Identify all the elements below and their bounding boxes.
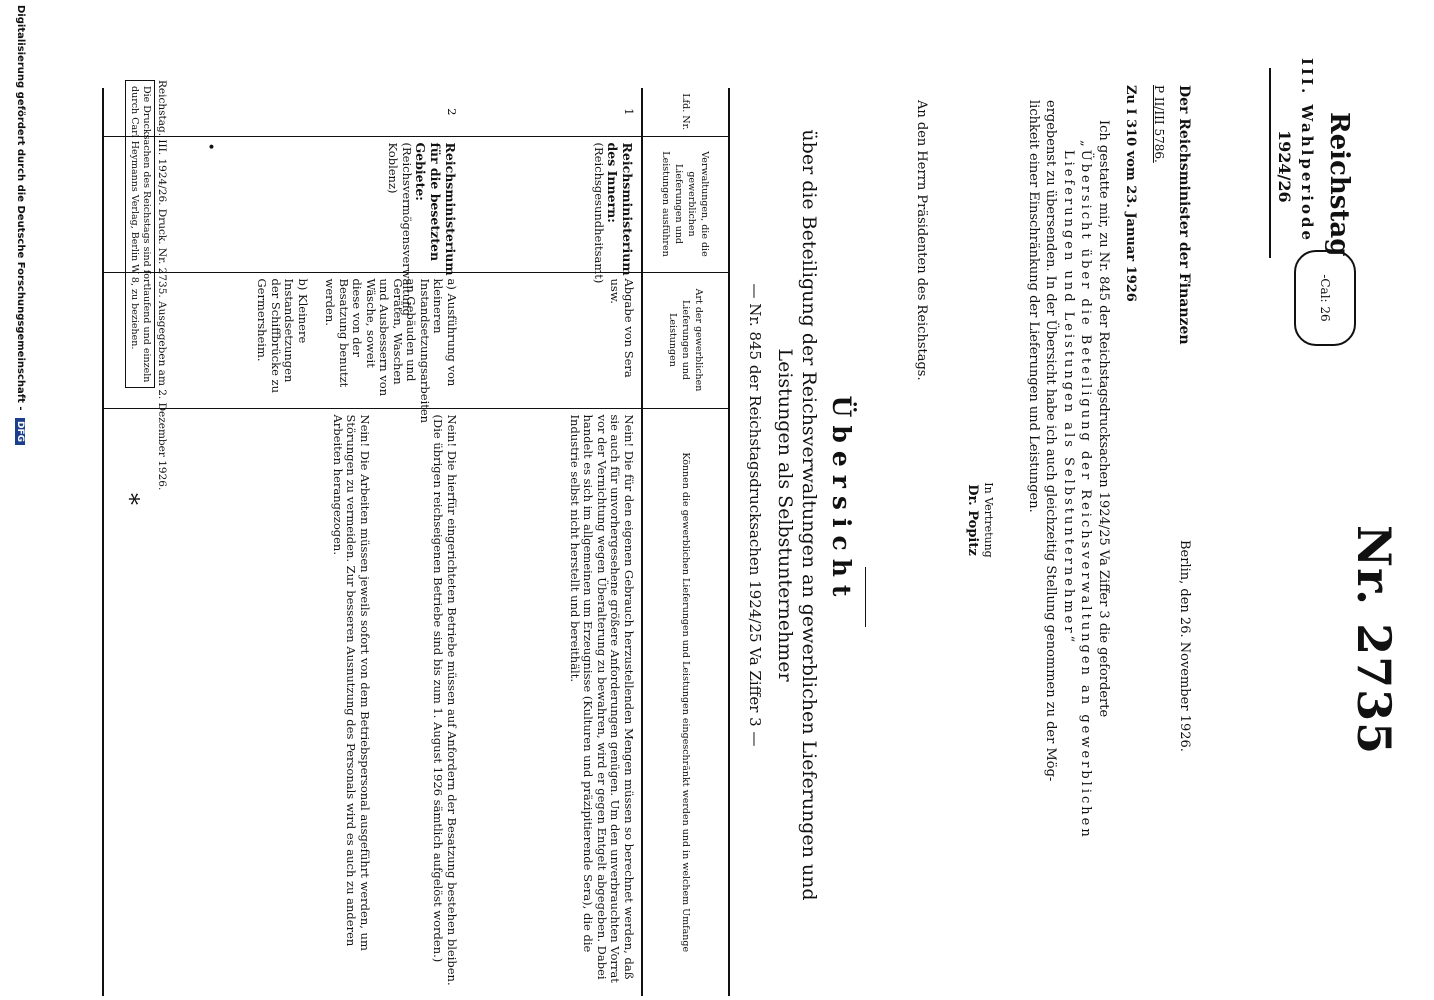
- letter-date: Berlin, den 26. November 1926.: [1177, 540, 1192, 752]
- letter-line-4: ergebenst zu übersenden. In der Übersicht habe ich auch gleichzeitig Stellung genommen zu der Mög-: [1043, 100, 1059, 782]
- header-art: Art der gewerblichen Lieferungen und Leistungen: [642, 272, 728, 408]
- verwaltung-sub: (Reichsvermögensverwaltung Koblenz): [386, 142, 414, 316]
- reference-number: P II/III 5786.: [1152, 85, 1166, 163]
- einschraenkung-text-b: Nein! Die Arbeiten müssen jeweils sofort von dem Betriebspersonal ausgeführt werden, um Störungen zu vermeiden. Zur besseren Ausnutzung des Personals wird es auch zu anderen Arbeiten herangezogen.: [331, 414, 372, 951]
- reference-zu: Zu I 310 vom 23. Januar 1926: [1123, 85, 1138, 302]
- footer-line: Reichstag. III. 1924/26. Druck. Nr. 2735. Ausgegeben am 2. Dezember 1926.: [156, 80, 168, 491]
- document-number: Nr. 2735: [1347, 525, 1401, 756]
- header-lfd-nr: Lfd. Nr.: [642, 88, 728, 136]
- star-mark: *: [116, 493, 144, 505]
- dfg-watermark: [15, 5, 26, 445]
- signature-name: Dr. Popitz: [965, 484, 980, 556]
- row-number: 2: [445, 108, 459, 116]
- ministry-name: Der Reichsminister der Finanzen: [1176, 85, 1192, 345]
- sender-block: [1123, 85, 1192, 805]
- verwaltung-cell: [464, 136, 642, 284]
- wahlperiode-years: 1924/26: [1275, 130, 1294, 203]
- art-text-b: b) Kleinere Instandsetzungen der Schiffbrücke zu Germersheim.: [255, 278, 310, 393]
- einschraenkung-cell: [464, 408, 642, 996]
- einschraenkung-text: Nein! Die für den eigenen Gebrauch herzustellenden Mengen müssen so berechnet werden, daß sie auch für unvorhergesehene größere Anforderungen genügen. Um den unverbrauchten Vorrat vor der Vernichtung wegen Überalterung zu bewahren, wird er gegen Entgelt abgegeben. Dabei handelt es sich im allgemeinen um Erzeugnisse (Kulturen und präzipitierende Sera), die die Industrie selbst nicht herstellt und bereithält.: [568, 414, 636, 983]
- letter-line-5: lichkeit einer Einschränkung der Lieferungen und Leistungen.: [1026, 100, 1041, 513]
- art-text: Abgabe von Sera usw.: [608, 278, 636, 378]
- footer-box: [125, 80, 155, 388]
- reichstag-title: Reichstag: [1324, 112, 1354, 257]
- verwaltung-name: Reichsministerium des Innern:: [605, 142, 635, 276]
- addressee: An den Herrn Präsidenten des Reichstags.: [914, 100, 929, 381]
- dfg-watermark-text: Digitalisierung gefördert durch die Deutsche Forschungsgemeinschaft -: [15, 5, 26, 411]
- letter-line-3: Lieferungen und Leistungen als Selbstunternehmer“: [1061, 150, 1076, 646]
- table-header-row: [642, 88, 728, 996]
- header-einschraenkung: Können die gewerblichen Lieferungen und Leistungen eingeschränkt werden und in welchem Umfange: [642, 408, 728, 996]
- overview-reference: — Nr. 845 der Reichstagsdrucksachen 1924/25 Va Ziffer 3 —: [746, 283, 764, 747]
- art-cell: [464, 272, 642, 408]
- dfg-logo: DFG: [15, 418, 25, 445]
- art-text-a: a) Ausführung von kleineren Instandsetzungsarbeiten an Gebäuden und Geräten, Waschen und Ausbessern von Wäsche, soweit diese von der Besatzung benutzt werden.: [323, 278, 459, 424]
- footer-box-line-1: Die Drucksachen des Reichstags sind fortlaufend und einzeln: [141, 86, 152, 383]
- overview-title: Übersicht: [827, 395, 856, 605]
- table-row: [464, 88, 642, 996]
- letter-line-1: Ich gestatte mir, zu Nr. 845 der Reichstagsdrucksachen 1924/25 Va Ziffer 3 die geforderte: [1096, 120, 1111, 718]
- header-rule: [1269, 68, 1271, 258]
- row-number: 1: [622, 108, 636, 116]
- einschraenkung-text-a: Nein! Die hierfür eingerichteten Betriebe müssen auf Anfordern der Besatzung bestehen bleiben. (Die übrigen reichseigenen Betriebe sind bis zum 1. August 1926 sämtlich aufgelöst worden.): [431, 414, 459, 986]
- section-rule: [865, 567, 866, 627]
- header-verwaltungen: Verwaltungen, die die gewerblichen Lieferungen und Leistungen ausführen: [642, 136, 728, 272]
- letter-line-2: „Übersicht über die Beteiligung der Reichsverwaltungen an gewerblichen: [1078, 140, 1094, 840]
- signature-block: [964, 440, 996, 600]
- footer: [125, 80, 169, 980]
- letter-body: [1025, 100, 1113, 970]
- verwaltung-name: Reichsministerium für die besetzten Gebiete:: [413, 142, 458, 276]
- archive-stamp: -Cal: 26: [1294, 250, 1356, 346]
- wahlperiode: III. Wahlperiode: [1298, 58, 1316, 244]
- verwaltung-sub: (Reichsgesundheitsamt): [592, 142, 606, 284]
- signature-role: In Vertretung: [982, 482, 995, 558]
- bullet-mark: •: [202, 142, 218, 151]
- overview-subtitle: über die Beteiligung der Reichsverwaltungen an gewerblichen Lieferungen und Leistungen als Selbstunternehmer: [774, 129, 820, 901]
- overview-table: [102, 88, 730, 996]
- footer-box-line-2: durch Carl Heymanns Verlag, Berlin W 8, zu beziehen.: [129, 86, 140, 350]
